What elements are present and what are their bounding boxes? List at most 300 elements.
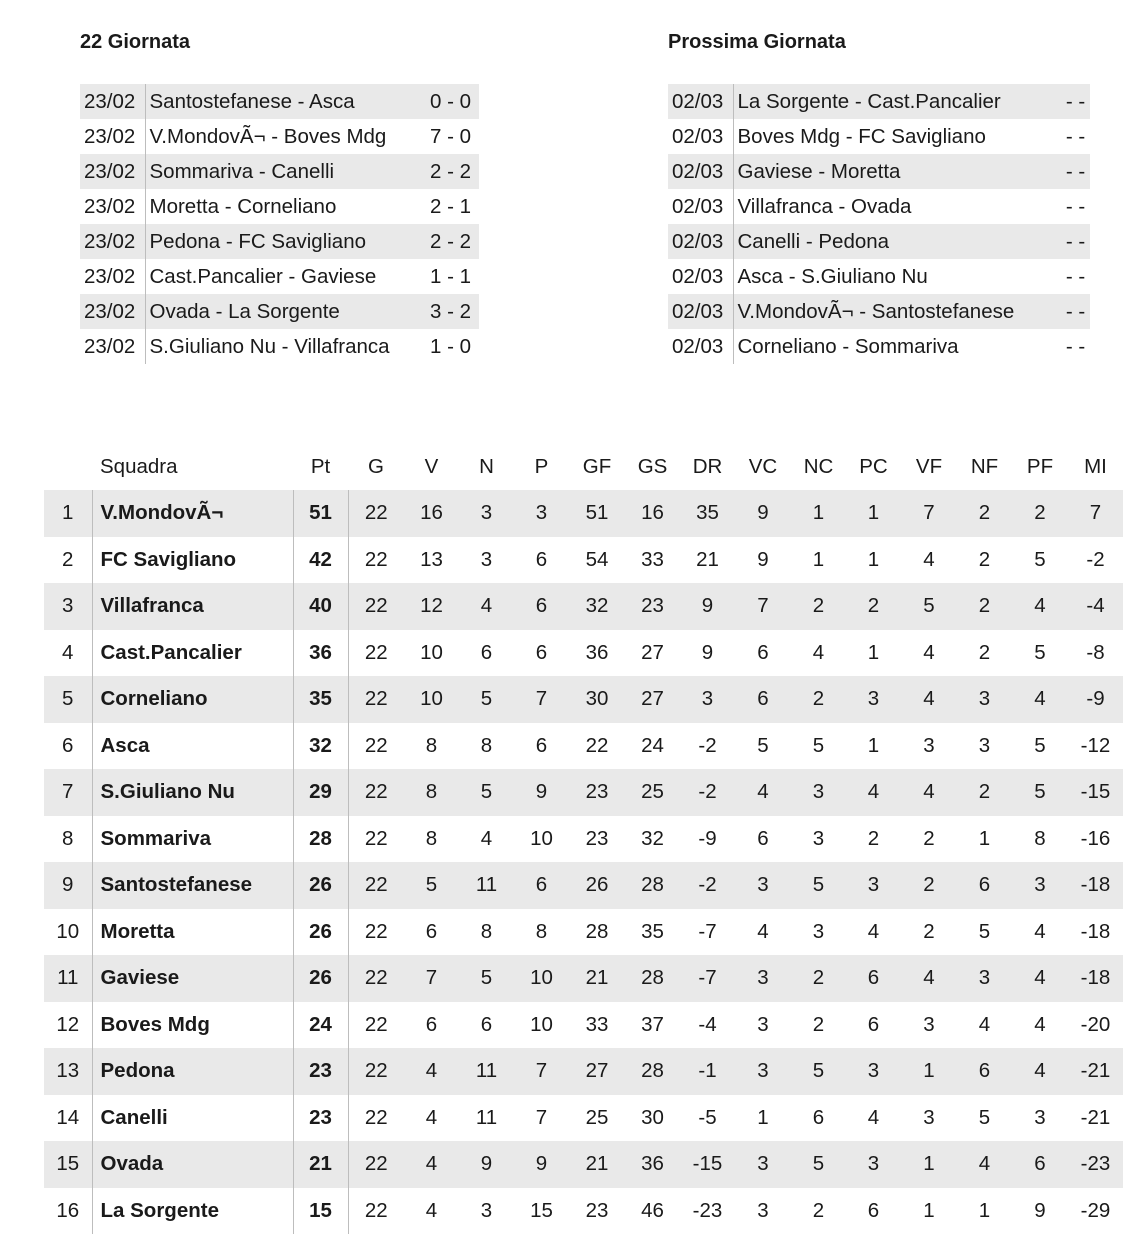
match-date: 02/03	[668, 119, 733, 154]
last-round-table	[80, 84, 480, 364]
cell-pf: 4	[1012, 1048, 1068, 1095]
cell-n: 5	[459, 676, 514, 723]
match-row	[80, 189, 479, 224]
cell-g: 22	[348, 1002, 404, 1049]
cell-vf: 3	[923, 1012, 935, 1036]
cell-vf: 2	[923, 919, 935, 943]
cell-g: 22	[348, 1188, 404, 1235]
cell-pf: 5	[1034, 547, 1046, 571]
cell-pc: 4	[867, 919, 880, 943]
standings-row	[44, 1141, 1123, 1188]
match-teams: La Sorgente - Cast.Pancalier	[733, 84, 1061, 119]
cell-g: 22	[348, 630, 404, 677]
cell-n: 6	[480, 640, 493, 664]
cell-n: 3	[459, 490, 514, 537]
match-teams: Boves Mdg - FC Savigliano	[737, 124, 986, 148]
cell-pt: 21	[293, 1141, 348, 1188]
cell-dr: 21	[696, 547, 719, 571]
match-score: 2 - 2	[422, 224, 479, 259]
cell-gf: 23	[569, 769, 625, 816]
cell-gs: 28	[625, 955, 680, 1002]
cell-dr: -2	[698, 733, 717, 757]
standings-row	[44, 955, 1123, 1002]
match-row	[80, 259, 479, 294]
cell-p: 9	[514, 769, 569, 816]
cell-n: 3	[480, 1198, 493, 1222]
cell-pt: 40	[293, 583, 348, 630]
cell-gs: 25	[625, 769, 680, 816]
match-score: 0 - 0	[422, 84, 479, 119]
cell-v: 10	[404, 676, 459, 723]
cell-gs: 28	[625, 862, 680, 909]
match-teams: Santostefanese - Asca	[145, 84, 422, 119]
cell-n: 4	[459, 583, 514, 630]
cell-pc: 1	[867, 733, 880, 757]
cell-pf: 4	[1034, 1012, 1046, 1036]
cell-gf: 36	[585, 640, 609, 664]
cell-g: 22	[348, 583, 404, 630]
cell-pt: 26	[293, 862, 348, 909]
cell-pc: 3	[846, 862, 901, 909]
match-teams: S.Giuliano Nu - Villafranca	[149, 334, 390, 358]
cell-pos: 10	[56, 919, 80, 943]
match-score: - -	[1061, 154, 1090, 189]
header-gs: GS	[625, 444, 680, 490]
cell-vf: 3	[923, 733, 935, 757]
cell-v: 4	[425, 1198, 438, 1222]
match-teams: Gaviese - Moretta	[733, 154, 1061, 189]
cell-vc: 3	[757, 1012, 769, 1036]
standings-row	[44, 630, 1123, 677]
cell-pos: 5	[44, 676, 92, 723]
cell-g: 22	[348, 816, 404, 863]
cell-nf: 3	[978, 733, 991, 757]
standings-row	[44, 769, 1123, 816]
cell-team: V.MondovÃ¬	[92, 490, 293, 537]
cell-pf: 3	[1034, 1105, 1046, 1129]
cell-gs: 33	[641, 547, 664, 571]
match-date: 23/02	[80, 84, 145, 119]
cell-mi: -8	[1086, 640, 1105, 664]
match-teams: Villafranca - Ovada	[737, 194, 912, 218]
cell-n: 8	[480, 733, 493, 757]
cell-n: 6	[480, 1012, 493, 1036]
cell-pos: 4	[62, 640, 74, 664]
cell-team: La Sorgente	[92, 1188, 293, 1235]
cell-mi: -18	[1068, 862, 1123, 909]
cell-dr: -23	[692, 1198, 723, 1222]
cell-dr: -2	[680, 769, 735, 816]
cell-v: 16	[404, 490, 459, 537]
match-row	[668, 294, 1090, 329]
cell-team: Asca	[92, 723, 293, 770]
cell-nc: 3	[812, 826, 825, 850]
match-teams: V.MondovÃ¬ - Boves Mdg	[149, 124, 387, 148]
cell-pos: 16	[56, 1198, 80, 1222]
cell-g: 22	[348, 1141, 404, 1188]
header-pc: PC	[846, 444, 901, 490]
cell-vf: 4	[901, 955, 957, 1002]
cell-gs: 27	[641, 640, 664, 664]
cell-mi: -18	[1068, 955, 1123, 1002]
cell-gs: 16	[625, 490, 680, 537]
cell-dr: -4	[698, 1012, 717, 1036]
cell-pt: 23	[293, 1048, 348, 1095]
cell-nf: 4	[957, 1141, 1012, 1188]
cell-v: 4	[425, 1105, 438, 1129]
cell-gf: 22	[585, 733, 609, 757]
header-team: Squadra	[92, 444, 293, 490]
cell-dr: 3	[680, 676, 735, 723]
match-teams: Corneliano - Sommariva	[737, 334, 959, 358]
cell-n: 5	[459, 955, 514, 1002]
cell-pos: 13	[44, 1048, 92, 1095]
header-pt: Pt	[293, 444, 348, 490]
cell-n: 11	[459, 1048, 514, 1095]
cell-pt: 36	[293, 630, 348, 677]
cell-vc: 3	[757, 1198, 769, 1222]
cell-pc: 1	[846, 490, 901, 537]
cell-pt: 23	[293, 1095, 348, 1142]
header-nc: NC	[791, 444, 846, 490]
cell-vf: 4	[901, 769, 957, 816]
next-round-table	[668, 84, 1091, 364]
cell-nc: 5	[791, 862, 846, 909]
cell-gs: 46	[641, 1198, 664, 1222]
match-date: 02/03	[668, 294, 733, 329]
cell-vf: 4	[923, 547, 935, 571]
match-teams: Pedona - FC Savigliano	[145, 224, 422, 259]
cell-pc: 4	[846, 769, 901, 816]
cell-vc: 3	[735, 862, 791, 909]
header-pos	[44, 444, 92, 490]
cell-pc: 3	[846, 1141, 901, 1188]
cell-vc: 9	[735, 490, 791, 537]
cell-g: 22	[348, 1095, 404, 1142]
cell-nf: 3	[957, 955, 1012, 1002]
cell-n: 11	[459, 862, 514, 909]
cell-nf: 1	[978, 1198, 991, 1222]
cell-mi: -2	[1086, 547, 1105, 571]
cell-pt: 29	[293, 769, 348, 816]
match-row	[668, 329, 1090, 364]
match-score: - -	[1065, 194, 1086, 218]
match-score: 7 - 0	[429, 124, 472, 148]
cell-gf: 33	[585, 1012, 609, 1036]
cell-gs: 37	[641, 1012, 664, 1036]
cell-gs: 35	[641, 919, 664, 943]
cell-p: 8	[535, 919, 548, 943]
cell-p: 10	[530, 1012, 553, 1036]
cell-pc: 1	[867, 547, 880, 571]
cell-nc: 2	[791, 955, 846, 1002]
cell-pt: 51	[293, 490, 348, 537]
cell-p: 15	[530, 1198, 553, 1222]
cell-g: 22	[348, 723, 404, 770]
cell-dr: -9	[698, 826, 717, 850]
match-date: 02/03	[668, 224, 733, 259]
cell-g: 22	[348, 909, 404, 956]
cell-pt: 26	[293, 955, 348, 1002]
cell-nc: 5	[791, 1141, 846, 1188]
cell-mi: -15	[1068, 769, 1123, 816]
cell-vc: 4	[757, 919, 769, 943]
cell-dr: 9	[680, 583, 735, 630]
match-date: 02/03	[668, 329, 733, 364]
cell-nc: 2	[791, 676, 846, 723]
cell-vc: 4	[735, 769, 791, 816]
cell-gf: 23	[585, 1198, 609, 1222]
match-date: 23/02	[80, 154, 145, 189]
cell-team: FC Savigliano	[92, 537, 293, 584]
match-date: 23/02	[80, 294, 145, 329]
cell-gs: 36	[625, 1141, 680, 1188]
cell-mi: -20	[1080, 1012, 1111, 1036]
cell-pc: 6	[867, 1198, 880, 1222]
header-n: N	[459, 444, 514, 490]
cell-dr: -5	[698, 1105, 717, 1129]
cell-pc: 3	[846, 1048, 901, 1095]
cell-p: 10	[514, 955, 569, 1002]
cell-team: Corneliano	[92, 676, 293, 723]
cell-gs: 24	[641, 733, 664, 757]
cell-nc: 2	[812, 1198, 825, 1222]
cell-nf: 6	[957, 1048, 1012, 1095]
cell-pos: 6	[62, 733, 74, 757]
cell-v: 4	[404, 1048, 459, 1095]
cell-vc: 6	[735, 676, 791, 723]
cell-gf: 21	[569, 1141, 625, 1188]
match-score: - -	[1065, 334, 1086, 358]
cell-pf: 3	[1012, 862, 1068, 909]
cell-pos: 12	[56, 1012, 80, 1036]
cell-gf: 27	[569, 1048, 625, 1095]
cell-pos: 15	[44, 1141, 92, 1188]
match-teams: Moretta - Corneliano	[149, 194, 337, 218]
standings-row	[44, 583, 1123, 630]
cell-p: 7	[514, 676, 569, 723]
match-teams: V.MondovÃ¬ - Santostefanese	[733, 294, 1061, 329]
header-p: P	[514, 444, 569, 490]
cell-nf: 2	[957, 490, 1012, 537]
cell-nc: 1	[791, 490, 846, 537]
match-score: - -	[1065, 124, 1086, 148]
cell-dr: 35	[680, 490, 735, 537]
cell-pf: 6	[1012, 1141, 1068, 1188]
cell-pf: 4	[1012, 676, 1068, 723]
match-row	[668, 189, 1090, 224]
cell-nf: 2	[978, 640, 991, 664]
match-date: 23/02	[80, 259, 145, 294]
cell-v: 12	[404, 583, 459, 630]
cell-vf: 7	[901, 490, 957, 537]
cell-pt: 42	[293, 537, 348, 584]
match-row	[668, 224, 1090, 259]
standings-row	[44, 676, 1123, 723]
cell-team: Santostefanese	[92, 862, 293, 909]
cell-v: 5	[404, 862, 459, 909]
cell-vf: 1	[923, 1198, 935, 1222]
cell-n: 8	[480, 919, 493, 943]
cell-mi: -23	[1068, 1141, 1123, 1188]
match-date: 02/03	[668, 154, 733, 189]
cell-v: 8	[425, 826, 438, 850]
cell-vf: 4	[901, 676, 957, 723]
cell-nc: 2	[791, 583, 846, 630]
cell-mi: -18	[1080, 919, 1111, 943]
cell-p: 6	[535, 547, 548, 571]
standings-row	[44, 537, 1123, 584]
cell-vc: 5	[757, 733, 769, 757]
cell-pf: 2	[1012, 490, 1068, 537]
match-row	[668, 119, 1090, 154]
cell-pc: 6	[867, 1012, 880, 1036]
match-date: 02/03	[668, 84, 733, 119]
cell-nc: 3	[812, 919, 825, 943]
cell-v: 13	[420, 547, 443, 571]
match-date: 02/03	[668, 259, 733, 294]
cell-pf: 5	[1012, 769, 1068, 816]
cell-pos: 11	[44, 955, 92, 1002]
standings-row	[44, 1002, 1123, 1049]
cell-nf: 5	[978, 919, 991, 943]
cell-pc: 1	[867, 640, 880, 664]
cell-team: Moretta	[92, 909, 293, 956]
cell-pt: 32	[293, 723, 348, 770]
cell-g: 22	[348, 955, 404, 1002]
cell-gf: 32	[569, 583, 625, 630]
cell-pf: 5	[1034, 733, 1046, 757]
cell-n: 3	[480, 547, 493, 571]
match-row	[668, 84, 1090, 119]
cell-vc: 7	[735, 583, 791, 630]
cell-gf: 25	[585, 1105, 609, 1129]
match-date: 23/02	[80, 119, 145, 154]
header-vf: VF	[901, 444, 957, 490]
cell-dr: -7	[680, 955, 735, 1002]
cell-v: 6	[425, 1012, 438, 1036]
cell-g: 22	[348, 676, 404, 723]
cell-nc: 1	[812, 547, 825, 571]
standings-row	[44, 862, 1123, 909]
cell-dr: -2	[680, 862, 735, 909]
cell-p: 3	[514, 490, 569, 537]
header-vc: VC	[735, 444, 791, 490]
header-dr: DR	[680, 444, 735, 490]
cell-p: 6	[514, 862, 569, 909]
cell-vc: 9	[757, 547, 769, 571]
header-g: G	[348, 444, 404, 490]
cell-nf: 1	[978, 826, 991, 850]
cell-pc: 3	[846, 676, 901, 723]
cell-p: 6	[514, 583, 569, 630]
cell-pf: 9	[1034, 1198, 1046, 1222]
cell-gf: 51	[569, 490, 625, 537]
cell-nf: 2	[957, 583, 1012, 630]
cell-pt: 35	[293, 676, 348, 723]
standings-row	[44, 1048, 1123, 1095]
cell-pos: 7	[44, 769, 92, 816]
match-date: 23/02	[80, 329, 145, 364]
cell-team: S.Giuliano Nu	[92, 769, 293, 816]
match-score: - -	[1065, 264, 1086, 288]
cell-mi: 7	[1068, 490, 1123, 537]
match-score: 3 - 2	[422, 294, 479, 329]
cell-pf: 5	[1034, 640, 1046, 664]
cell-gs: 30	[641, 1105, 664, 1129]
cell-nc: 6	[812, 1105, 825, 1129]
standings-row	[44, 909, 1123, 956]
match-score: 1 - 0	[429, 334, 472, 358]
header-pf: PF	[1012, 444, 1068, 490]
cell-vc: 3	[735, 955, 791, 1002]
match-date: 02/03	[668, 189, 733, 224]
cell-vf: 1	[901, 1048, 957, 1095]
standings-table	[44, 444, 1124, 1234]
cell-dr: 9	[701, 640, 714, 664]
cell-team: Pedona	[92, 1048, 293, 1095]
cell-p: 7	[514, 1048, 569, 1095]
cell-nf: 3	[957, 676, 1012, 723]
cell-vc: 6	[757, 640, 769, 664]
standings-row	[44, 1188, 1123, 1235]
cell-gs: 32	[641, 826, 664, 850]
header-nf: NF	[957, 444, 1012, 490]
cell-gf: 26	[569, 862, 625, 909]
cell-vf: 5	[901, 583, 957, 630]
cell-dr: -1	[680, 1048, 735, 1095]
cell-v: 8	[404, 769, 459, 816]
cell-team: Canelli	[92, 1095, 293, 1142]
cell-dr: -15	[680, 1141, 735, 1188]
cell-pos: 8	[62, 826, 74, 850]
match-date: 23/02	[80, 189, 145, 224]
cell-mi: -4	[1068, 583, 1123, 630]
cell-dr: -7	[698, 919, 717, 943]
cell-n: 4	[480, 826, 493, 850]
cell-v: 7	[404, 955, 459, 1002]
match-teams: Ovada - La Sorgente	[145, 294, 422, 329]
match-teams: Cast.Pancalier - Gaviese	[149, 264, 377, 288]
cell-mi: -9	[1068, 676, 1123, 723]
cell-team: Gaviese	[92, 955, 293, 1002]
cell-nc: 5	[791, 1048, 846, 1095]
cell-n: 5	[459, 769, 514, 816]
cell-n: 9	[459, 1141, 514, 1188]
cell-gf: 28	[585, 919, 609, 943]
cell-vf: 2	[923, 826, 935, 850]
cell-pt: 15	[293, 1188, 348, 1235]
last-round-title: 22 Giornata	[80, 31, 191, 53]
cell-pos: 14	[56, 1105, 80, 1129]
cell-team: Boves Mdg	[92, 1002, 293, 1049]
cell-team: Cast.Pancalier	[92, 630, 293, 677]
match-teams: Canelli - Pedona	[733, 224, 1061, 259]
cell-gs: 23	[625, 583, 680, 630]
cell-g: 22	[348, 537, 404, 584]
match-teams: Asca - S.Giuliano Nu	[737, 264, 928, 288]
cell-pc: 4	[867, 1105, 880, 1129]
cell-vc: 1	[757, 1105, 769, 1129]
cell-v: 10	[420, 640, 443, 664]
cell-nf: 5	[978, 1105, 991, 1129]
cell-vf: 2	[901, 862, 957, 909]
cell-team: Villafranca	[92, 583, 293, 630]
standings-row	[44, 1095, 1123, 1142]
cell-vc: 3	[735, 1141, 791, 1188]
match-row	[80, 154, 479, 189]
match-score: - -	[1061, 84, 1090, 119]
